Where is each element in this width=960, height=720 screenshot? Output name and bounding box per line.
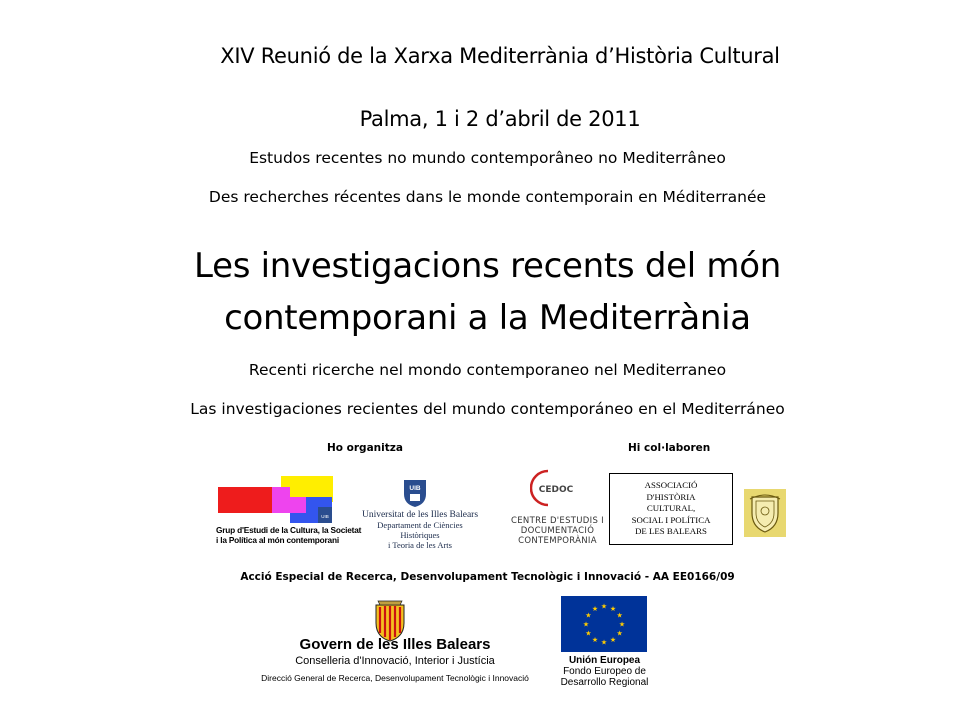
organizer-label: Ho organitza [327, 442, 403, 454]
eu-star-icon: ★ [582, 620, 590, 629]
associacio-line2: D'HISTÒRIA [646, 491, 696, 502]
grup-color-blocks-icon [216, 475, 336, 523]
grup-logo [216, 475, 362, 547]
associacio-line3: CULTURAL, [646, 503, 696, 513]
uib-dept2: i Teoria de les Arts [388, 540, 452, 550]
uib-shield-icon [402, 478, 428, 508]
cedoc-line1: CENTRE D'ESTUDIS I [511, 516, 604, 526]
uib-name: Universitat de les Illes Balears [361, 510, 479, 520]
subtitle-spanish: Las investigaciones recientes del mundo contemporáneo en el Mediterráneo [190, 400, 785, 418]
eu-star-icon: ★ [591, 604, 599, 613]
eu-star-icon: ★ [609, 636, 617, 645]
event-date: Palma, 1 i 2 d’abril de 2011 [359, 107, 641, 131]
uib-logo [360, 478, 480, 550]
event-title: XIV Reunió de la Xarxa Mediterrània d’Història Cultural [220, 44, 780, 68]
eu-star-icon: ★ [616, 611, 623, 620]
cedoc-badge-text: CEDOC [538, 485, 574, 495]
eu-line2: Fondo Europeo de [563, 666, 646, 677]
eu-star-icon: ★ [600, 638, 608, 647]
eu-line3: Desarrollo Regional [560, 677, 649, 688]
eu-text [557, 655, 652, 688]
eu-star-icon: ★ [616, 629, 623, 638]
uib-badge-text: UIB [409, 485, 421, 492]
eu-logo [557, 596, 652, 691]
grup-line2: i la Política al món contemporani [216, 535, 339, 545]
cedoc-text [510, 516, 605, 546]
associacio-line1: ASSOCIACIÓ [644, 480, 698, 490]
eu-line1: Unión Europea [568, 655, 641, 666]
eu-star-icon: ★ [585, 611, 592, 620]
main-title-line2: contemporani a la Mediterrània [224, 298, 751, 338]
uib-dept1: Departament de Ciències Històriques [377, 520, 463, 540]
crest-logo [744, 489, 786, 537]
eu-star-icon: ★ [591, 636, 599, 645]
grup-line1: Grup d'Estudi de la Cultura, la Societat [216, 525, 362, 535]
subtitle-portuguese: Estudos recentes no mundo contemporâneo no Mediterrâneo [249, 149, 726, 167]
cedoc-line3: CONTEMPORÀNIA [518, 536, 597, 546]
associacio-box [609, 473, 733, 545]
cedoc-logo [510, 468, 604, 546]
eu-star-icon: ★ [585, 629, 592, 638]
grup-logo-text [216, 525, 366, 545]
cedoc-line2: DOCUMENTACIÓ [520, 526, 595, 536]
subtitle-italian: Recenti ricerche nel mondo contemporaneo nel Mediterraneo [248, 361, 727, 379]
cedoc-circle-icon [530, 468, 580, 510]
associacio-line4: SOCIAL I POLÍTICA [631, 514, 711, 525]
associacio-line5: DE LES BALEARS [635, 526, 707, 536]
main-title-line1: Les investigacions recents del món [194, 246, 781, 286]
govern-direccio: Direcció General de Recerca, Desenvolupament Tecnològic i Innovació [261, 673, 529, 683]
govern-logo [255, 597, 535, 692]
collaborators-label: Hi col·laboren [628, 442, 711, 454]
crest-shield-icon [744, 489, 786, 537]
eu-flag-icon [561, 596, 647, 652]
eu-star-icon: ★ [618, 620, 626, 629]
main-title [0, 240, 960, 344]
eu-star-icon: ★ [600, 602, 608, 611]
govern-conselleria: Conselleria d'Innovació, Interior i Justícia [295, 655, 495, 667]
uib-text [360, 510, 480, 550]
subtitle-french: Des recherches récentes dans le monde contemporain en Méditerranée [208, 188, 767, 206]
grup-badge-text: UIB [321, 514, 329, 519]
funding-text: Acció Especial de Recerca, Desenvolupament Tecnològic i Innovació - AA EE0166/09 [240, 571, 735, 583]
govern-name: Govern de les Illes Balears [299, 636, 491, 653]
eu-star-icon: ★ [609, 604, 617, 613]
